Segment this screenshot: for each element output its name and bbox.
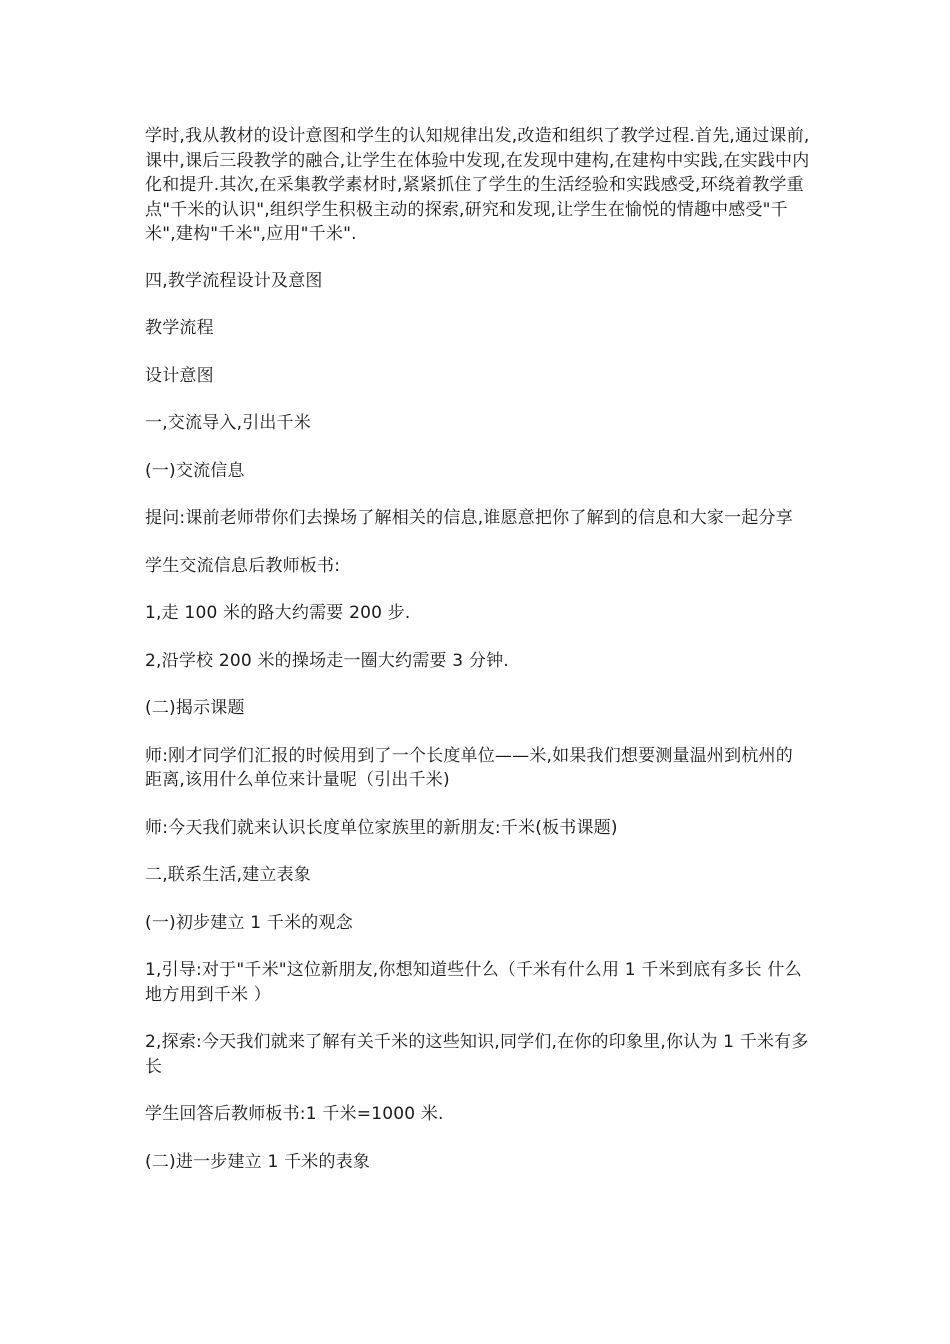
subheading-reveal-topic: (二)揭示课题 [145, 698, 245, 718]
label-design-intent: 设计意图 [145, 365, 214, 386]
intro-paragraph: 学时,我从教材的设计意图和学生的认知规律出发,改造和组织了教学过程.首先,通过课前,课中,课后三段教学的融合,让学生在体验中发现,在发现中建构,在建构中实践,在实践中内化和提升.其次,在采集教学素材时,紧紧抓住了学生的生活经验和实践感受,环绕着教学重点"千米的认识",组织学生积极主动的探索,研究和发现,让学生在愉悦的情趣中感受"千米",建构"千米",应用"千米". [145, 126, 810, 244]
explore-paragraph: 2,探索:今天我们就来了解有关千米的这些知识,同学们,在你的印象里,你认为 1 千米有多长 [145, 1032, 809, 1077]
document-body [145, 124, 810, 1197]
step-heading-life-connection: 二,联系生活,建立表象 [145, 865, 312, 885]
teacher-line-2: 师:今天我们就来认识长度单位家族里的新朋友:千米(板书课题) [145, 817, 618, 838]
question-paragraph: 提问:课前老师带你们去操场了解相关的信息,谁愿意把你了解到的信息和大家一起分享 [145, 508, 793, 528]
guide-paragraph: 1,引导:对于"千米"这位新朋友,你想知道些什么（千米有什么用 1 千米到底有多长 什么地方用到千米 ） [145, 960, 802, 1005]
board-item-1: 1,走 100 米的路大约需要 200 步. [145, 603, 411, 623]
board-intro-text: 学生交流信息后教师板书: [145, 555, 341, 576]
step-heading-introduction: 一,交流导入,引出千米 [145, 413, 312, 433]
subheading-initial-concept: (一)初步建立 1 千米的观念 [145, 912, 353, 933]
board-result-text: 学生回答后教师板书:1 千米=1000 米. [145, 1104, 444, 1124]
label-teaching-flow: 教学流程 [145, 318, 214, 338]
teacher-line-1: 师:刚才同学们汇报的时候用到了一个长度单位——米,如果我们想要测量温州到杭州的距离,该用什么单位来计量呢（引出千米) [145, 745, 793, 790]
board-item-2: 2,沿学校 200 米的操场走一圈大约需要 3 分钟. [145, 650, 509, 671]
section-heading-flow-design: 四,教学流程设计及意图 [145, 270, 323, 291]
subheading-exchange-info: (一)交流信息 [145, 460, 245, 481]
subheading-further-concept: (二)进一步建立 1 千米的表象 [145, 1151, 371, 1172]
